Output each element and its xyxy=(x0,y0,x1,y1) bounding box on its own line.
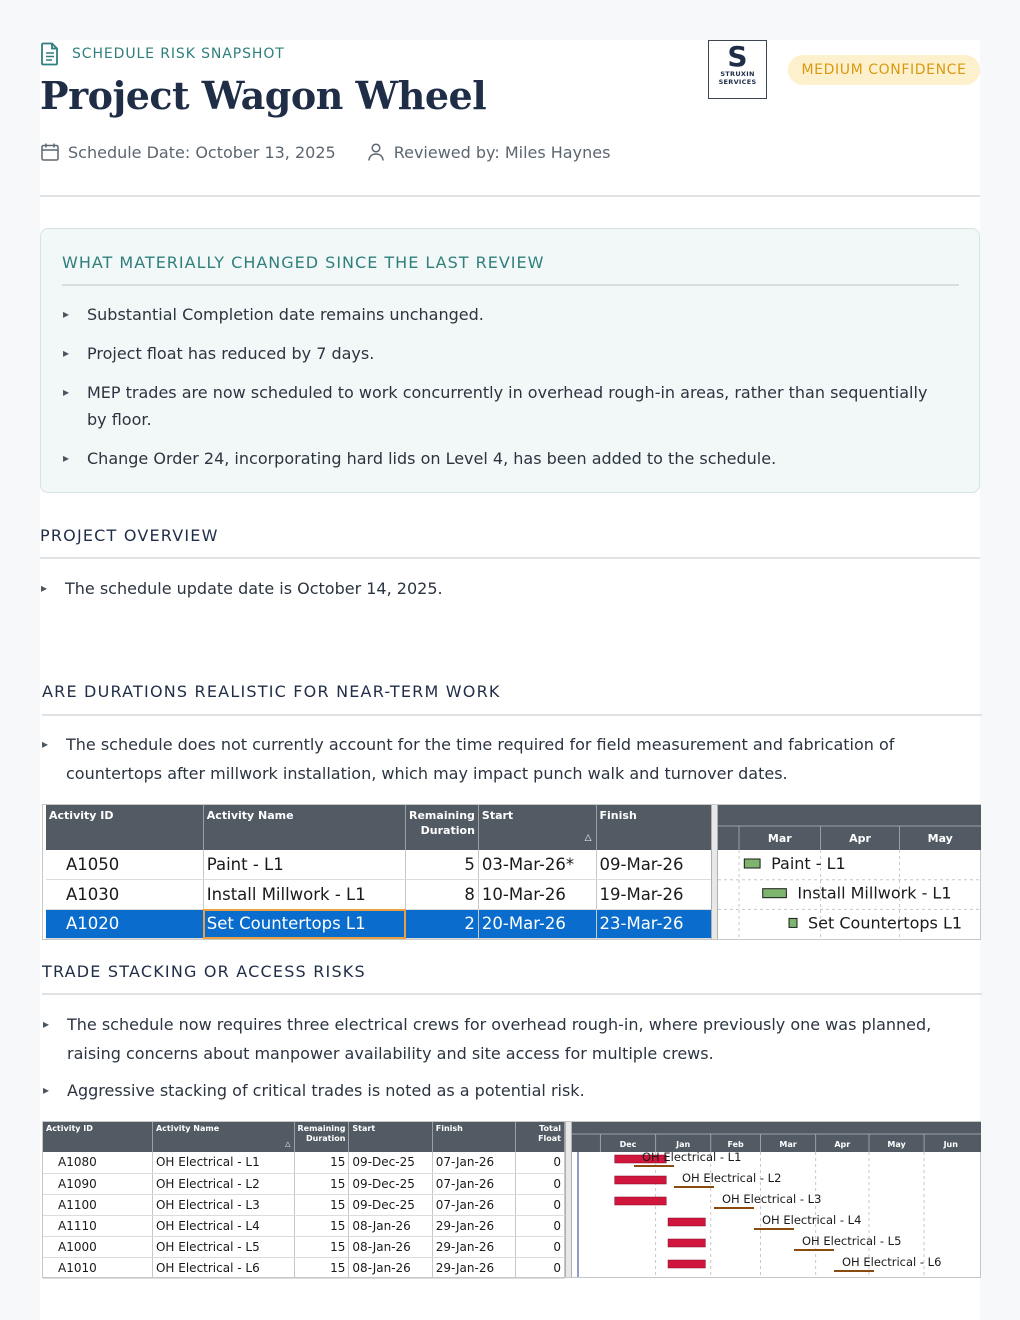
cell-start: 09-Dec-25 xyxy=(349,1194,432,1215)
page-title: Project Wagon Wheel xyxy=(40,73,487,118)
cell-start: 08-Jan-26 xyxy=(349,1257,432,1278)
cell-id: A1000 xyxy=(43,1236,152,1257)
month-label: Apr xyxy=(834,1140,851,1149)
month-label: Apr xyxy=(849,832,871,845)
cell-start: 20-Mar-26 xyxy=(478,909,596,939)
gantt-bar xyxy=(615,1197,667,1205)
schedule-date-text: Schedule Date: October 13, 2025 xyxy=(68,142,336,162)
table-row[interactable] xyxy=(46,850,713,880)
header-line: Remaining xyxy=(297,1124,346,1133)
confidence-badge: MEDIUM CONFIDENCE xyxy=(788,55,980,85)
month-label: Jun xyxy=(943,1140,958,1149)
column-header[interactable]: Total Float xyxy=(515,1122,564,1152)
overview-divider xyxy=(40,557,980,559)
cell-name: OH Electrical - L2 xyxy=(152,1173,294,1194)
user-icon xyxy=(366,142,386,162)
list-item: ▸ MEP trades are now scheduled to work concurrently in overhead rough-in areas, rather than sequentially by floor. xyxy=(62,379,942,433)
column-header[interactable]: Start xyxy=(349,1122,432,1152)
month-label: Dec xyxy=(619,1140,637,1149)
gantt-bar-label: Set Countertops L1 xyxy=(808,913,963,933)
list-item: ▸ Project float has reduced by 7 days. xyxy=(62,340,942,367)
gantt-bar xyxy=(789,918,797,927)
cell-name: OH Electrical - L4 xyxy=(152,1215,294,1236)
cell-duration: 15 xyxy=(294,1257,349,1278)
cell-duration: 2 xyxy=(406,909,479,939)
gantt-bar xyxy=(744,859,760,868)
header-text: Activity Name xyxy=(155,1124,220,1133)
cell-start: 08-Jan-26 xyxy=(349,1236,432,1257)
cell-float: 0 xyxy=(515,1257,564,1278)
overview-heading: PROJECT OVERVIEW xyxy=(40,526,219,545)
cell-name: OH Electrical - L3 xyxy=(152,1194,294,1215)
cell-duration: 15 xyxy=(294,1236,349,1257)
gantt-bar-label: OH Electrical - L2 xyxy=(682,1171,782,1185)
cell-finish: 29-Jan-26 xyxy=(432,1236,515,1257)
stacking-heading: TRADE STACKING OR ACCESS RISKS xyxy=(42,962,366,981)
eyebrow-label: SCHEDULE RISK SNAPSHOT xyxy=(72,46,285,62)
eyebrow xyxy=(40,42,285,66)
schedule-date xyxy=(40,142,336,162)
table-row[interactable] xyxy=(43,1236,565,1257)
cell-id: A1030 xyxy=(46,880,203,910)
cell-duration: 15 xyxy=(294,1215,349,1236)
column-header[interactable]: Finish xyxy=(432,1122,515,1152)
cell-name: Set Countertops L1 xyxy=(203,909,405,939)
gantt-bar-label: OH Electrical - L3 xyxy=(722,1192,822,1206)
table-row[interactable] xyxy=(43,1257,565,1278)
list-item: ▸ Change Order 24, incorporating hard lids on Level 4, has been added to the schedule. xyxy=(62,445,942,472)
cell-finish: 07-Jan-26 xyxy=(432,1173,515,1194)
month-label: May xyxy=(887,1140,906,1149)
calendar-icon xyxy=(40,142,60,162)
activity-table-stacking xyxy=(42,1121,981,1278)
column-header[interactable] xyxy=(294,1122,349,1152)
list-item: ▸ The schedule update date is October 14, 2025. xyxy=(40,574,960,603)
month-label: Feb xyxy=(727,1140,744,1149)
company-logo xyxy=(708,40,767,99)
cell-finish: 09-Mar-26 xyxy=(596,850,712,880)
cell-name: OH Electrical - L6 xyxy=(152,1257,294,1278)
column-header[interactable] xyxy=(406,805,479,850)
month-label: Jan xyxy=(676,1140,691,1149)
stacking-list xyxy=(42,1010,972,1113)
table-row[interactable] xyxy=(43,1173,565,1194)
column-header[interactable] xyxy=(152,1122,294,1152)
gantt-bar xyxy=(668,1260,705,1268)
cell-finish: 07-Jan-26 xyxy=(432,1152,515,1173)
list-item: ▸ The schedule does not currently account for the time required for field measurement and fabrication of countertops after millwork installation, which may impact punch walk and turnover dates. xyxy=(41,730,971,788)
cell-duration: 5 xyxy=(406,850,479,880)
cell-name: Paint - L1 xyxy=(203,850,405,880)
header-line: Duration xyxy=(420,824,475,837)
logo-letter: S xyxy=(727,40,748,73)
cell-id: A1110 xyxy=(43,1215,152,1236)
table-row-selected[interactable] xyxy=(46,909,713,939)
cell-finish: 19-Mar-26 xyxy=(596,880,712,910)
column-header[interactable] xyxy=(478,805,596,850)
column-header[interactable]: Activity ID xyxy=(43,1122,152,1152)
durations-divider xyxy=(42,714,982,716)
gantt-bar xyxy=(615,1176,667,1184)
cell-float: 0 xyxy=(515,1215,564,1236)
cell-id: A1050 xyxy=(46,850,203,880)
cell-float: 0 xyxy=(515,1236,564,1257)
durations-heading: ARE DURATIONS REALISTIC FOR NEAR-TERM WORK xyxy=(42,682,501,701)
logo-text-2: SERVICES xyxy=(718,77,757,86)
pane-splitter[interactable] xyxy=(565,1122,572,1277)
cell-float: 0 xyxy=(515,1173,564,1194)
cell-finish: 29-Jan-26 xyxy=(432,1215,515,1236)
gantt-bar-label: OH Electrical - L5 xyxy=(802,1234,902,1248)
list-item: ▸ Aggressive stacking of critical trades is noted as a potential risk. xyxy=(42,1076,972,1105)
cell-id: A1010 xyxy=(43,1257,152,1278)
header-divider xyxy=(40,195,980,197)
cell-float: 0 xyxy=(515,1152,564,1173)
durations-list xyxy=(41,730,971,796)
gantt-bar-label: OH Electrical - L6 xyxy=(842,1255,942,1269)
table-row[interactable] xyxy=(43,1194,565,1215)
cell-duration: 15 xyxy=(294,1173,349,1194)
month-label: Mar xyxy=(779,1140,797,1149)
cell-duration: 15 xyxy=(294,1152,349,1173)
gantt-bar xyxy=(763,889,787,898)
report-page xyxy=(40,40,980,1320)
activity-table-durations xyxy=(42,804,981,940)
cell-float: 0 xyxy=(515,1194,564,1215)
cell-name: OH Electrical - L5 xyxy=(152,1236,294,1257)
changes-list xyxy=(62,301,942,484)
month-label: Mar xyxy=(767,832,792,845)
cell-id: A1020 xyxy=(46,909,203,939)
cell-duration: 15 xyxy=(294,1194,349,1215)
list-item: ▸ Substantial Completion date remains unchanged. xyxy=(62,301,942,328)
table-row[interactable] xyxy=(46,880,713,910)
cell-id: A1100 xyxy=(43,1194,152,1215)
gantt-bar xyxy=(668,1218,705,1226)
cell-finish: 07-Jan-26 xyxy=(432,1194,515,1215)
gantt-bar xyxy=(668,1239,705,1247)
month-label: May xyxy=(927,832,953,845)
table-row[interactable] xyxy=(43,1215,565,1236)
cell-duration: 8 xyxy=(406,880,479,910)
list-item: ▸ The schedule now requires three electrical crews for overhead rough-in, where previously one was planned, raising concerns about manpower availability and site access for multiple crews. xyxy=(42,1010,972,1068)
changes-heading: WHAT MATERIALLY CHANGED SINCE THE LAST REVIEW xyxy=(62,253,545,272)
table-row[interactable] xyxy=(43,1152,565,1173)
overview-list xyxy=(40,574,960,611)
cell-finish: 23-Mar-26 xyxy=(596,909,712,939)
gantt-chart-durations xyxy=(718,805,981,939)
column-header[interactable]: Activity ID xyxy=(46,805,203,850)
gantt-bar-label: Paint - L1 xyxy=(771,854,846,873)
gantt-bar-label: Install Millwork - L1 xyxy=(797,883,952,903)
cell-name: OH Electrical - L1 xyxy=(152,1152,294,1173)
column-header[interactable]: Activity Name xyxy=(203,805,405,850)
logo-text-1: STRUXIN xyxy=(720,70,755,78)
gantt-bar-label: OH Electrical - L4 xyxy=(762,1213,862,1227)
sort-icon: △ xyxy=(584,833,592,843)
stacking-divider xyxy=(42,993,982,995)
cell-id: A1090 xyxy=(43,1173,152,1194)
header-line: Duration xyxy=(305,1134,346,1143)
sort-icon: △ xyxy=(285,1140,291,1148)
cell-start: 09-Dec-25 xyxy=(349,1173,432,1194)
changes-divider xyxy=(62,284,959,286)
changes-panel xyxy=(40,228,980,493)
cell-start: 10-Mar-26 xyxy=(478,880,596,910)
cell-start: 03-Mar-26* xyxy=(478,850,596,880)
gantt-chart-stacking xyxy=(572,1122,981,1277)
document-icon xyxy=(40,42,60,66)
cell-start: 08-Jan-26 xyxy=(349,1215,432,1236)
gantt-bar-label: OH Electrical - L1 xyxy=(642,1150,742,1164)
header-text: Start xyxy=(481,809,514,822)
reviewed-by xyxy=(366,142,611,162)
header-meta xyxy=(40,142,610,162)
cell-id: A1080 xyxy=(43,1152,152,1173)
cell-name: Install Millwork - L1 xyxy=(203,880,405,910)
column-header[interactable]: Finish xyxy=(596,805,712,850)
cell-finish: 29-Jan-26 xyxy=(432,1257,515,1278)
header-line: Remaining xyxy=(409,809,475,822)
reviewed-by-text: Reviewed by: Miles Haynes xyxy=(393,142,611,162)
pane-splitter[interactable] xyxy=(711,805,718,939)
cell-start: 09-Dec-25 xyxy=(349,1152,432,1173)
